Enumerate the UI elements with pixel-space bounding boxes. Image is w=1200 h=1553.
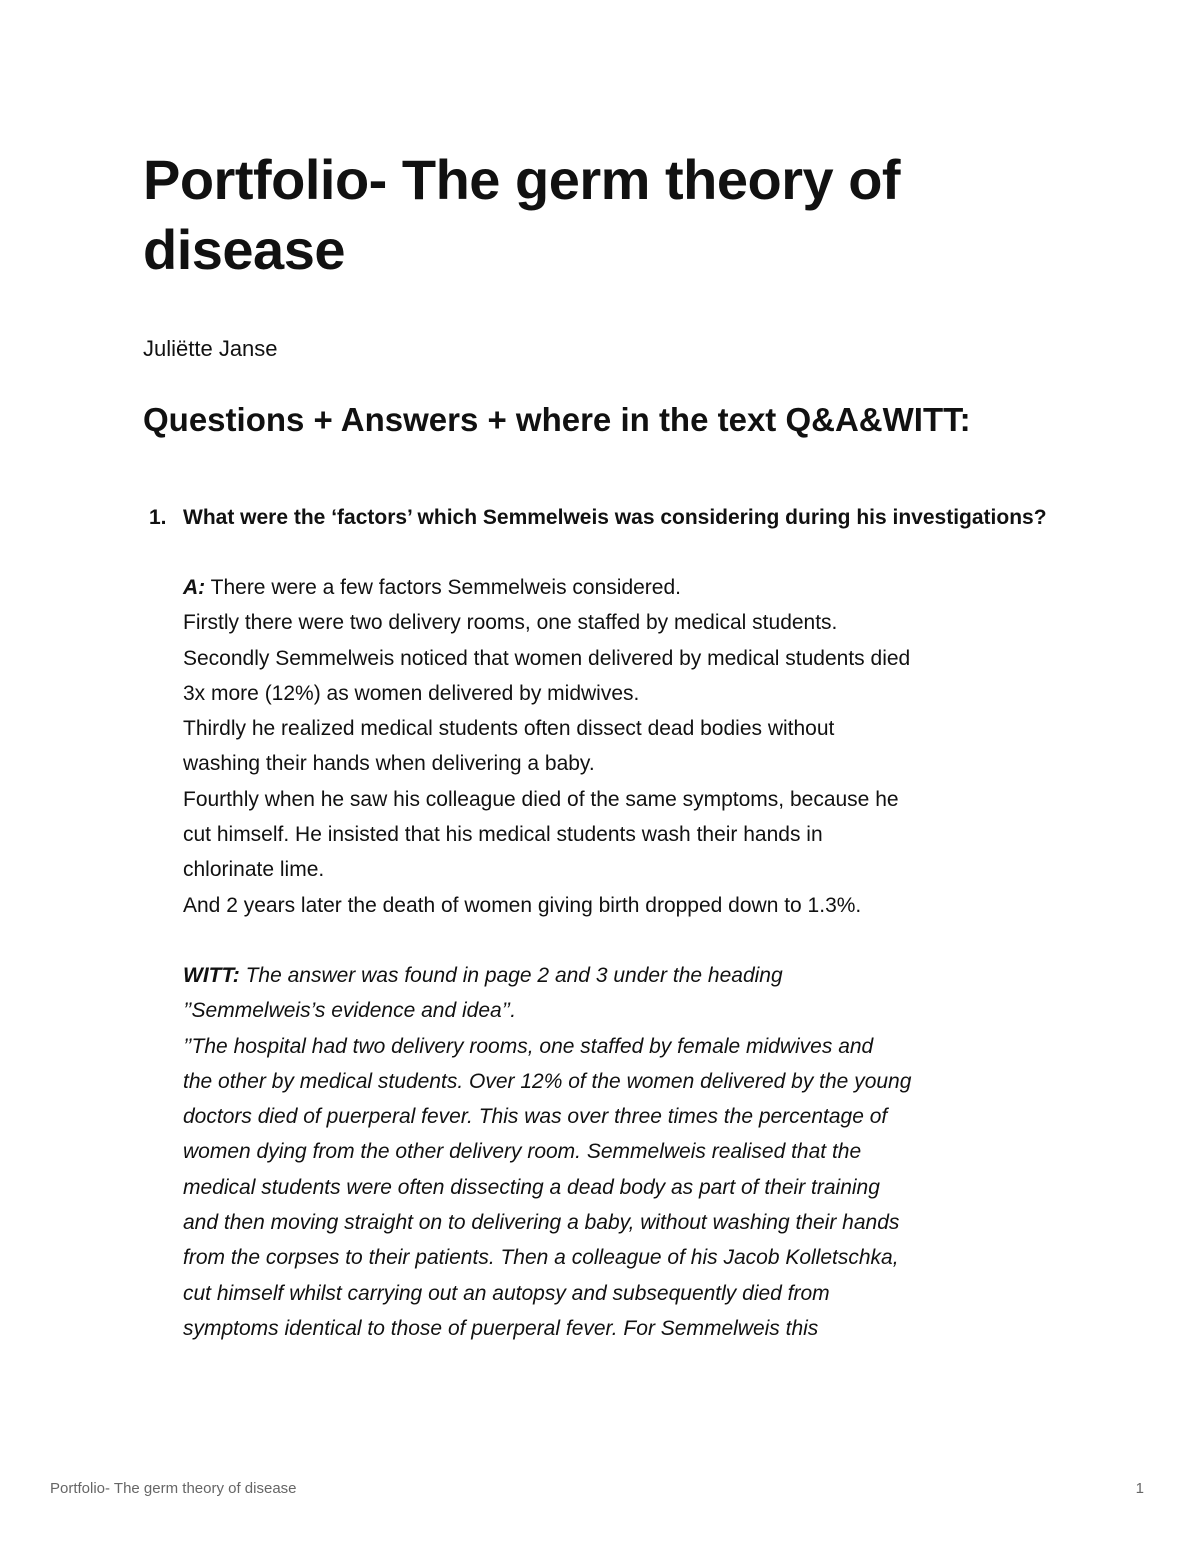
- answer-line: chlorinate lime.: [183, 858, 325, 882]
- answer-line: [183, 570, 1063, 605]
- spacer: [183, 923, 1063, 958]
- answer-line-text: There were a few factors Semmelweis considered.: [205, 576, 681, 599]
- footer-page-number: 1: [1135, 1480, 1144, 1497]
- witt-line: doctors died of puerperal fever. This was over three times the percentage of: [183, 1105, 888, 1129]
- question-text: What were the ‘factors’ which Semmelweis was considering during his investigations?: [183, 506, 1047, 529]
- witt-line: ’’The hospital had two delivery rooms, one staffed by female midwives and: [183, 1034, 874, 1058]
- page-title: Portfolio- The germ theory of disease: [143, 148, 901, 281]
- witt-line: from the corpses to their patients. Then a colleague of his Jacob Kolletschka,: [183, 1246, 899, 1270]
- author-name: Juliëtte Janse: [143, 336, 278, 361]
- witt-line: symptoms identical to those of puerperal fever. For Semmelweis this: [183, 1316, 819, 1340]
- answer-line: Fourthly when he saw his colleague died of the same symptoms, because he: [183, 787, 899, 811]
- witt-line: [183, 958, 1063, 993]
- witt-block: [183, 958, 1063, 1346]
- footer-title: Portfolio- The germ theory of disease: [50, 1480, 297, 1497]
- answer-line: Firstly there were two delivery rooms, one staffed by medical students.: [183, 611, 838, 635]
- answer-line: Secondly Semmelweis noticed that women delivered by medical students died: [183, 646, 911, 670]
- spacer: [183, 535, 1063, 570]
- section-heading: Questions + Answers + where in the text Q&A&WITT:: [143, 401, 971, 438]
- witt-line-text: The answer was found in page 2 and 3 under the heading: [239, 963, 783, 987]
- witt-line: and then moving straight on to delivering a baby, without washing their hands: [183, 1211, 900, 1235]
- answer-label: A:: [183, 576, 206, 599]
- witt-line: medical students were often dissecting a dead body as part of their training: [183, 1175, 880, 1199]
- answer-block: [183, 570, 1063, 923]
- witt-line: the other by medical students. Over 12% of the women delivered by the young: [183, 1069, 912, 1093]
- answer-line: washing their hands when delivering a baby.: [183, 752, 595, 776]
- answer-line: Thirdly he realized medical students often dissect dead bodies without: [183, 717, 835, 741]
- answer-line: 3x more (12%) as women delivered by midwives.: [183, 681, 640, 705]
- qa-list: [143, 500, 1063, 1346]
- list-item-number: 1.: [149, 506, 167, 529]
- list-item: [143, 500, 1063, 1346]
- answer-line: And 2 years later the death of women giving birth dropped down to 1.3%.: [183, 893, 862, 917]
- answer-line: cut himself. He insisted that his medical students wash their hands in: [183, 823, 823, 847]
- witt-label: WITT:: [183, 963, 240, 987]
- witt-line: cut himself whilst carrying out an autopsy and subsequently died from: [183, 1281, 830, 1305]
- witt-line: women dying from the other delivery room. Semmelweis realised that the: [183, 1140, 862, 1164]
- witt-line: ’’Semmelweis’s evidence and idea’’.: [183, 999, 517, 1023]
